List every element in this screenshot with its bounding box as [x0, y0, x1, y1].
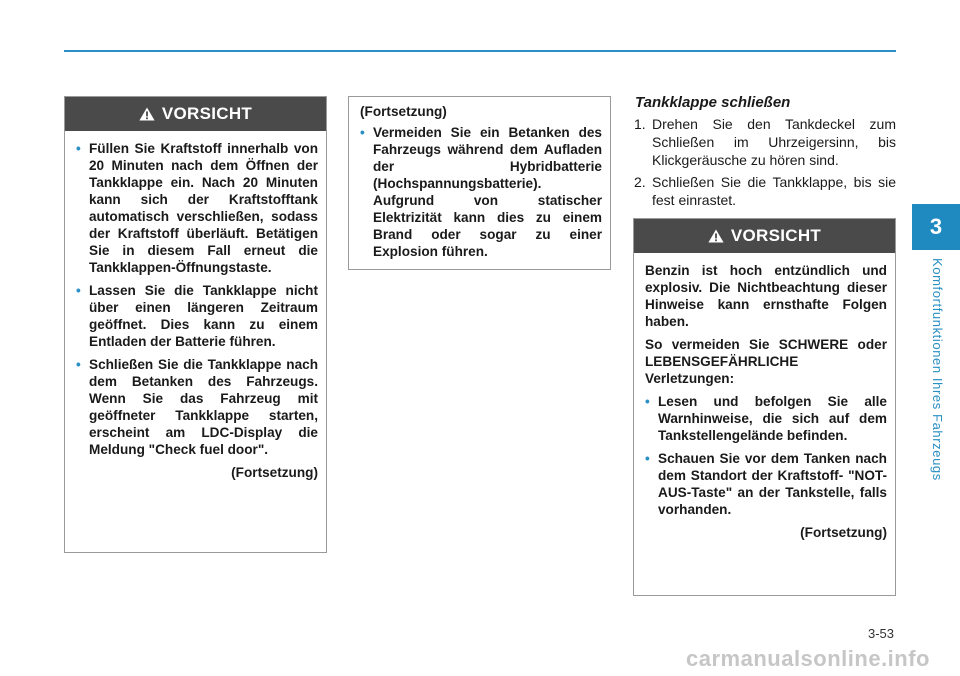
warning-box-3-title: VORSICHT — [730, 226, 822, 245]
page-number: 3-53 — [867, 626, 894, 641]
warning-box-2 — [348, 96, 611, 270]
step-number: 2. — [634, 174, 646, 190]
warning-box-3 — [633, 218, 896, 596]
warning-box-1 — [64, 96, 327, 553]
watermark: carmanualsonline.info — [686, 646, 930, 671]
chapter-tab — [912, 204, 960, 250]
continued-label: (Fortsetzung) — [360, 104, 447, 119]
warning-paragraph: So vermeiden Sie SCHWERE oder LEBENSGEFÄHRLICHE Verletzungen: — [645, 337, 887, 386]
list-item — [634, 173, 896, 209]
list-item: • Schließen Sie die Tankklappe nach dem Betanken des Fahrzeugs. Wenn Sie das Fahrzeug mit geöffneter Tankklappe starten, erscheint am LDC-Display die Meldung "Check fuel door". — [76, 356, 318, 458]
list-item — [634, 115, 896, 169]
section-title: Tankklappe schließen — [635, 94, 791, 111]
warning-box-1-title: VORSICHT — [161, 104, 253, 123]
list-item: • Füllen Sie Kraftstoff innerhalb von 20 Minuten nach dem Öffnen der Tankklappe ein. Nach 20 Minuten kann sich der Kraftstofftank automatisch verschließen, sodass der Kraftstoff überläuft. Betätigen Sie in diesem Fall erneut die Tankklappen-Öffnungstaste. — [76, 140, 318, 276]
chapter-number: 3 — [929, 214, 943, 239]
steps-list — [634, 115, 896, 213]
step-text: Schließen Sie die Tankklappe, bis sie fest einrastet. — [652, 174, 896, 208]
warning-paragraph: Benzin ist hoch entzündlich und explosiv. Die Nichtbeachtung dieser Hinweise kann ernsthafte Folgen haben. — [645, 263, 887, 329]
top-rule — [64, 50, 896, 52]
warning-triangle-icon — [139, 107, 155, 121]
continued-label: (Fortsetzung) — [231, 465, 318, 480]
step-text: Drehen Sie den Tankdeckel zum Schließen im Uhrzeigersinn, bis Klickgeräusche zu hören sind. — [652, 116, 896, 168]
warning-triangle-icon — [708, 229, 724, 243]
warning-box-1-header — [65, 97, 326, 131]
list-item: • Lesen und befolgen Sie alle Warnhinweise, die sich auf dem Tankstellengelände befinden. — [645, 393, 887, 444]
warning-box-3-header — [634, 219, 895, 253]
list-item: • Lassen Sie die Tankklappe nicht über einen längeren Zeitraum geöffnet. Dies kann zu einem Entladen der Batterie führen. — [76, 282, 318, 350]
step-number: 1. — [634, 116, 646, 132]
list-item: • Schauen Sie vor dem Tanken nach dem Standort der Kraftstoff- "NOT-AUS-Taste" an der Tankstelle, falls vorhanden. — [645, 450, 887, 518]
chapter-title: Komfortfunktionen Ihres Fahrzeugs — [930, 258, 945, 481]
list-item: • Vermeiden Sie ein Betanken des Fahrzeugs während dem Aufladen der Hybridbatterie (Hochspannungsbatterie). Aufgrund von statischer Elektrizität kann dies zu einem Brand oder sogar zu einer Explosion führen. — [360, 124, 602, 260]
continued-label: (Fortsetzung) — [800, 525, 887, 540]
